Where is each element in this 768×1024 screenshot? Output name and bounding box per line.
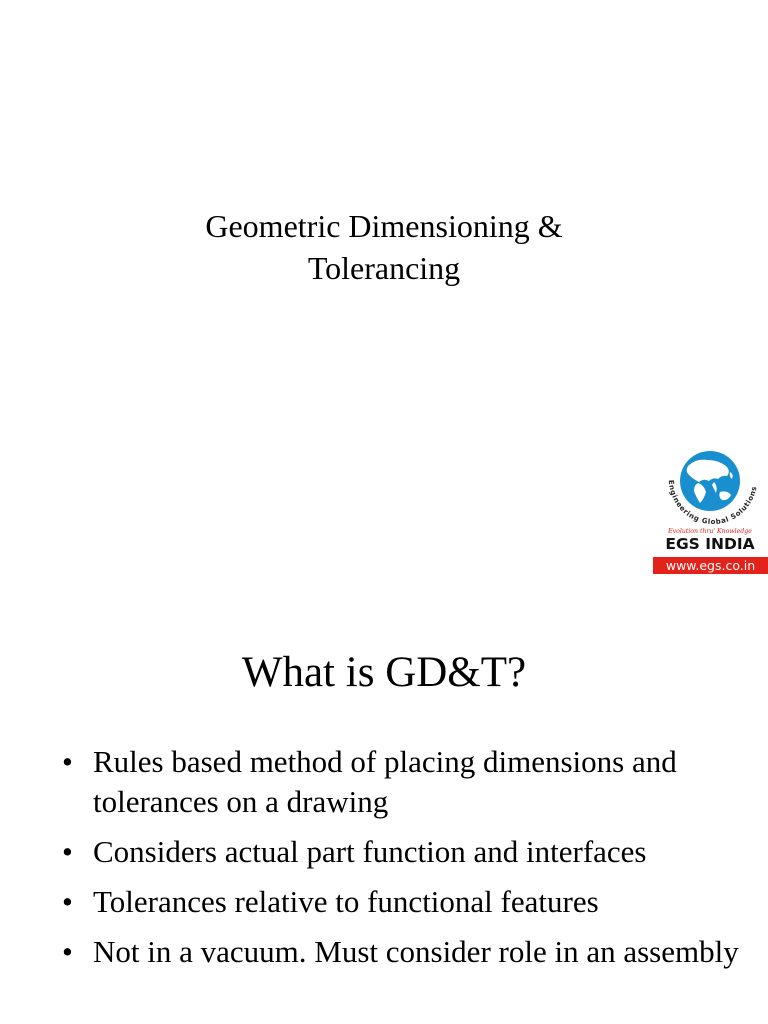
- bullet-item: [62, 742, 752, 822]
- egs-india-logo: [652, 448, 768, 578]
- bullet-icon: •: [62, 884, 73, 919]
- bullet-icon: •: [62, 834, 73, 869]
- logo-name: EGS INDIA: [665, 535, 755, 553]
- bullet-text: Not in a vacuum. Must consider role in an assembly: [93, 934, 739, 969]
- slide-title: What is GD&T?: [241, 649, 527, 696]
- slide-title-line: Geometric Dimensioning &: [205, 208, 563, 244]
- slide-title: [0, 205, 768, 289]
- bullet-text: Rules based method of placing dimensions and tolerances on a drawing: [93, 744, 677, 819]
- bullet-list: [62, 742, 752, 982]
- bullet-text: Tolerances relative to functional features: [93, 884, 599, 919]
- globe-icon: [652, 448, 768, 544]
- bullet-text: Considers actual part function and interfaces: [93, 834, 647, 869]
- logo-ring-text: Engineering Global Solutions: [666, 479, 759, 527]
- bullet-icon: •: [62, 934, 73, 969]
- logo-url: www.egs.co.in: [653, 557, 768, 574]
- bullet-item: [62, 832, 752, 872]
- logo-tagline: Evolution thru' Knowledge: [668, 528, 752, 535]
- bullet-item: [62, 882, 752, 922]
- bullet-item: [62, 932, 752, 972]
- slide-title-line: Tolerancing: [307, 250, 461, 286]
- bullet-icon: •: [62, 744, 73, 779]
- globe-sphere: [680, 451, 740, 511]
- content-slide: [0, 590, 768, 1024]
